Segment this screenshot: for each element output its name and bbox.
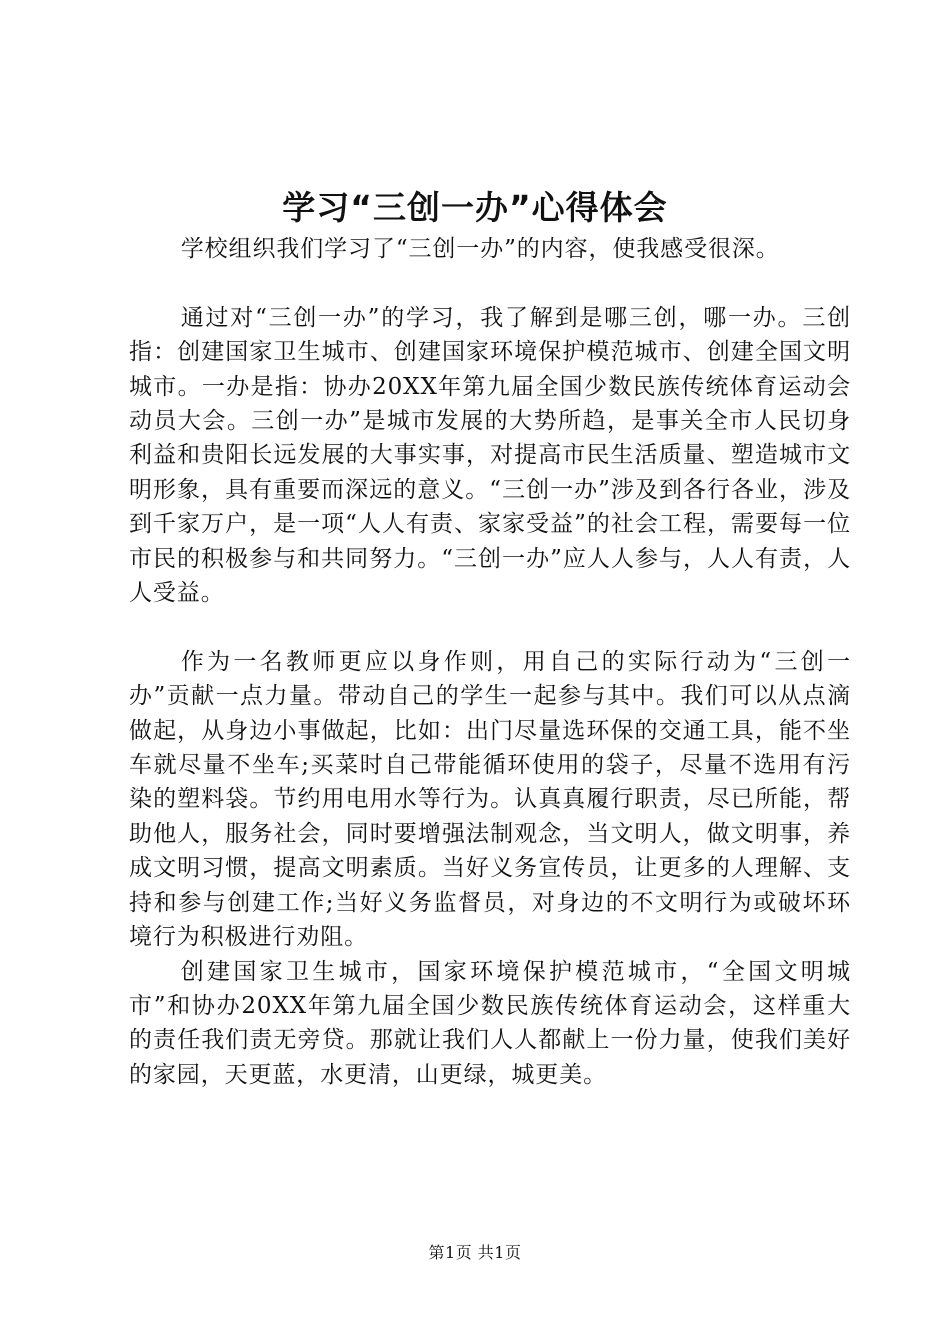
paragraph-spacer bbox=[129, 266, 851, 300]
paragraph-spacer bbox=[129, 610, 851, 644]
paragraph-understanding: 通过对“三创一办”的学习，我了解到是哪三创，哪一办。三创指：创建国家卫生城市、创建国家环境保护模范城市、创建全国文明城市。一办是指：协办20XX年第九届全国少数民族传统体育运动会动员大会。三创一办”是城市发展的大势所趋，是事关全市人民切身利益和贵阳长远发展的大事实事，对提高市民生活质量、塑造城市文明形象，具有重要而深远的意义。“三创一办”涉及到各行各业，涉及到千家万户，是一项“人人有责、家家受益”的社会工程，需要每一位市民的积极参与和共同努力。“三创一办”应人人参与，人人有责，人人受益。 bbox=[129, 304, 851, 607]
paragraph-conclusion: 创建国家卫生城市，国家环境保护模范城市，“全国文明城市”和协办20XX年第九届全国少数民族传统体育运动会，这样重大的责任我们责无旁贷。那就让我们人人都献上一份力量，使我们美好的家园，天更蓝，水更清，山更绿，城更美。 bbox=[129, 958, 851, 1088]
document-title: 学习“三创一办”心得体会 bbox=[282, 188, 668, 227]
paragraph-teacher-role: 作为一名教师更应以身作则，用自己的实际行动为“三创一办”贡献一点力量。带动自己的学生一起参与其中。我们可以从点滴做起，从身边小事做起，比如：出门尽量选环保的交通工具，能不坐车就尽量不坐车;买菜时自己带能循环使用的袋子，尽量不选用有污染的塑料袋。节约用电用水等行为。认真真履行职责，尽已所能，帮助他人，服务社会，同时要增强法制观念，当文明人，做文明事，养成文明习惯，提高文明素质。当好义务宣传员，让更多的人理解、支持和参与创建工作;当好义务监督员，对身边的不文明行为或破坏环境行为积极进行劝阻。 bbox=[129, 648, 851, 951]
page-number-footer: 第1页 共1页 bbox=[428, 1243, 522, 1262]
document-body bbox=[129, 232, 851, 1092]
paragraph-intro: 学校组织我们学习了“三创一办”的内容，使我感受很深。 bbox=[180, 236, 780, 262]
